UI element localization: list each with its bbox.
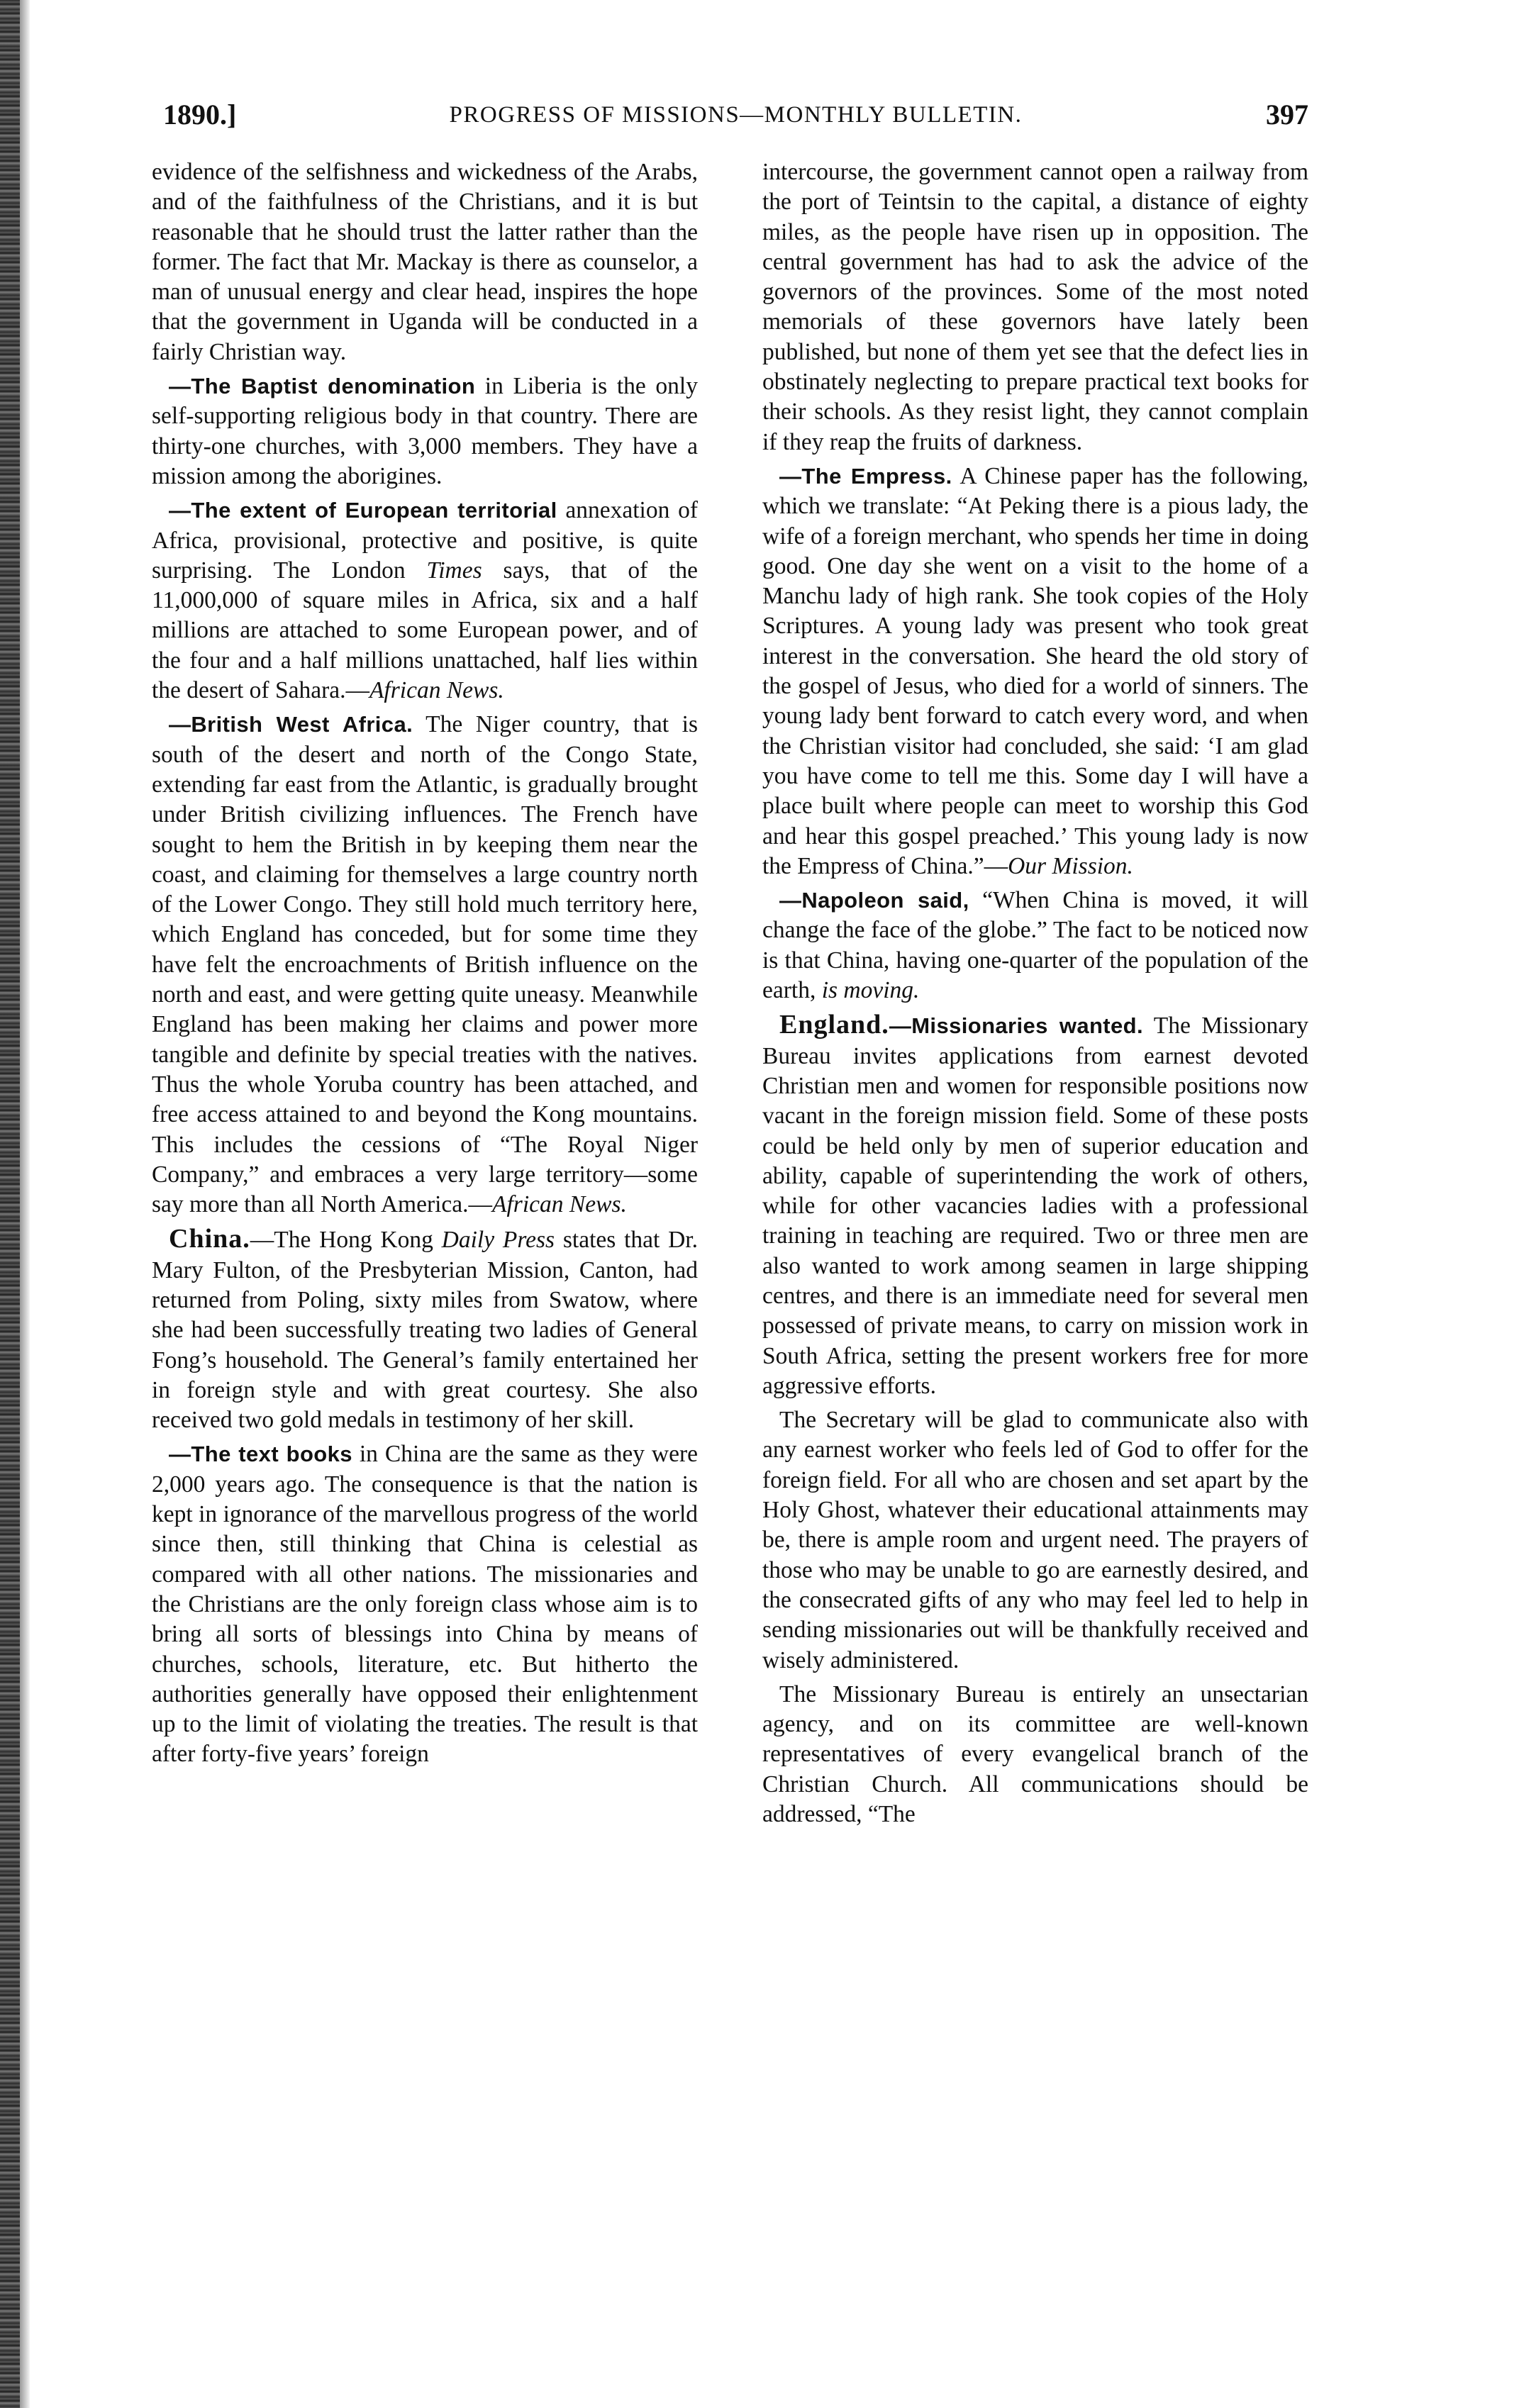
publication-name: Daily Press (441, 1227, 555, 1254)
paragraph-text: in Liberia is the only self-supporting religious body in that country. There are thirty-one churches, with 3,000 members. They have a mission among the aborigines. (152, 373, 698, 489)
header-year: 1890.] (163, 99, 237, 130)
right-column (762, 157, 1308, 2370)
paragraph-lead: —The Empress. (779, 463, 952, 489)
paragraph-mackay: evidence of the selfishness and wickedness of the Arabs, and of the faithfulness of the Christians, and it is but reasonable that he should trust the latter rather than the former. The fact that Mr. Mackay is there as counselor, a man of unusual energy and clear head, inspires the hope that the government in Uganda will be conducted in a fairly Christian way. (152, 159, 698, 365)
paragraph-british-west-africa (152, 710, 698, 1220)
paragraph-lead: —Napoleon said, (779, 888, 969, 913)
section-heading-china: China. (169, 1224, 250, 1254)
paragraph-text: —The Hong Kong (250, 1227, 442, 1254)
source-citation: African News. (369, 677, 504, 704)
paragraph-lead: —The text books (169, 1442, 352, 1467)
emphasis-text: is moving. (821, 977, 920, 1004)
page-binding-shadow (20, 0, 30, 2408)
paragraph-text: The Missionary Bureau invites applications from earnest devoted Christian men and women for responsible positions now vacant in the foreign mission field. Some of these posts could be held only by men of superior education and ability, capable of superintending the work of others, while for other vacancies ladies with a professional training in teaching are required. Two or three men are also wanted to work among seamen in large shipping centres, and there is an immediate need for several men possessed of private means, to carry on mission work in South Africa, setting the present workers free for more aggressive efforts. (762, 1013, 1308, 1399)
paragraph-secretary: The Secretary will be glad to communicate also with any earnest worker who feels led of God to offer for the foreign field. For all who are chosen and set apart by the Holy Ghost, whatever their educational attainments may be, there is ample room and urgent need. The prayers of those who may be unable to go are earnestly desired, and the consecrated gifts of any who may feel led to help in sending missionaries out will be thankfully received and wisely administered. (762, 1407, 1308, 1673)
source-citation: African News. (492, 1191, 627, 1218)
paragraph-lead: —The extent of European territorial (169, 498, 557, 523)
paragraph-england-missionaries (762, 1010, 1308, 1401)
paragraph-china-fulton (152, 1224, 698, 1435)
paragraph-lead: —Missionaries wanted. (889, 1013, 1144, 1039)
paragraph-empress (762, 462, 1308, 881)
paragraph-text: A Chinese paper has the following, which we translate: “At Peking there is a pious lady, the wife of a foreign merchant, who spends her time in doing good. One day she went on a visit to the home of a Manchu lady of high rank. She took copies of the Holy Scriptures. A young lady was present who took great interest in the conversation. She heard the old story of the gospel of Jesus, who died for a world of sinners. The young lady bent forward to catch every word, and when the Christian visitor had concluded, she said: ‘I am glad you have come to tell me this. Some day I will have a place built where people can meet to worship this God and hear this gospel preached.’ This young lady is now the Empress of China.”— (762, 462, 1308, 879)
paragraph-text: The Niger country, that is south of the desert and north of the Congo State, extending far east from the Atlantic, is gradually brought under British civilizing influences. The French have sought to hem the British in by keeping them near the coast, and claiming for themselves a large country north of the Lower Congo. They still hold much territory here, which England has conceded, but for some time they have felt the encroachments of British influence on the north and east, and were getting quite uneasy. Meanwhile England has been making her claims and power more tangible and definite by special treaties with the natives. Thus the whole Yoruba country has been attached, and free access attained to and beyond the Kong mountains. This includes the cessions of “The Royal Niger Company,” and embraces a very large territory—some say more than all North America.— (152, 711, 698, 1218)
page-binding-edge (0, 0, 20, 2408)
paragraph-baptist-liberia (152, 372, 698, 491)
paragraph-text: “When China is moved, it will change the face of the globe.” The fact to be noticed now is that China, having one-quarter of the population of the earth, (762, 887, 1308, 1004)
header-title: PROGRESS OF MISSIONS—MONTHLY BULLETIN. (449, 102, 1023, 128)
left-column (152, 157, 698, 2370)
paragraph-text: states that Dr. Mary Fulton, of the Presbyterian Mission, Canton, had returned from Poling, sixty miles from Swatow, where she had been successfully treating two ladies of General Fong’s household. The General’s family entertained her in foreign style and with great courtesy. She also received two gold medals in testimony of her skill. (152, 1227, 698, 1434)
page-header (163, 98, 1308, 140)
paragraph-railway: intercourse, the government cannot open a railway from the port of Teintsin to the capital, a distance of eighty miles, as the people have risen up in opposition. The central government has had to ask the advice of the governors of the provinces. Some of the most noted memorials of these governors have lately been published, but none of them yet see that the defect lies in obstinately neglecting to prepare practical text books for their schools. As they resist light, they cannot complain if they reap the fruits of darkness. (762, 159, 1308, 455)
paragraph-european-annexation (152, 496, 698, 706)
paragraph-text-books (152, 1439, 698, 1769)
paragraph-text: in China are the same as they were 2,000 years ago. The consequence is that the nation is kept in ignorance of the marvellous progress of the world since then, still thinking that China is celestial as compared with all other nations. The missionaries and the Christians are the only foreign class whose aim is to bring all sorts of blessings into China by means of churches, schools, literature, etc. But hitherto the authorities generally have opposed their enlightenment up to the limit of violating the treaties. The result is that after forty-five years’ foreign (152, 1441, 698, 1768)
paragraph-lead: —British West Africa. (169, 712, 413, 737)
paragraph-napoleon (762, 886, 1308, 1005)
publication-name: Times (426, 557, 482, 584)
paragraph-text: says, that of the 11,000,000 of square miles in Africa, six and a half millions are attached to some European power, and of the four and a half millions unattached, half lies within the desert of Sahara.— (152, 557, 698, 704)
section-heading-england: England. (779, 1010, 889, 1040)
page-number: 397 (1266, 99, 1308, 130)
paragraph-text: annexation of Africa, provisional, protective and positive, is quite surprising. The London (152, 497, 698, 584)
paragraph-missionary-bureau: The Missionary Bureau is entirely an unsectarian agency, and on its committee are well-known representatives of every evangelical branch of the Christian Church. All communications should be addressed, “The (762, 1680, 1308, 1828)
paragraph-lead: —The Baptist denomination (169, 374, 476, 399)
source-citation: Our Mission. (1008, 852, 1133, 879)
